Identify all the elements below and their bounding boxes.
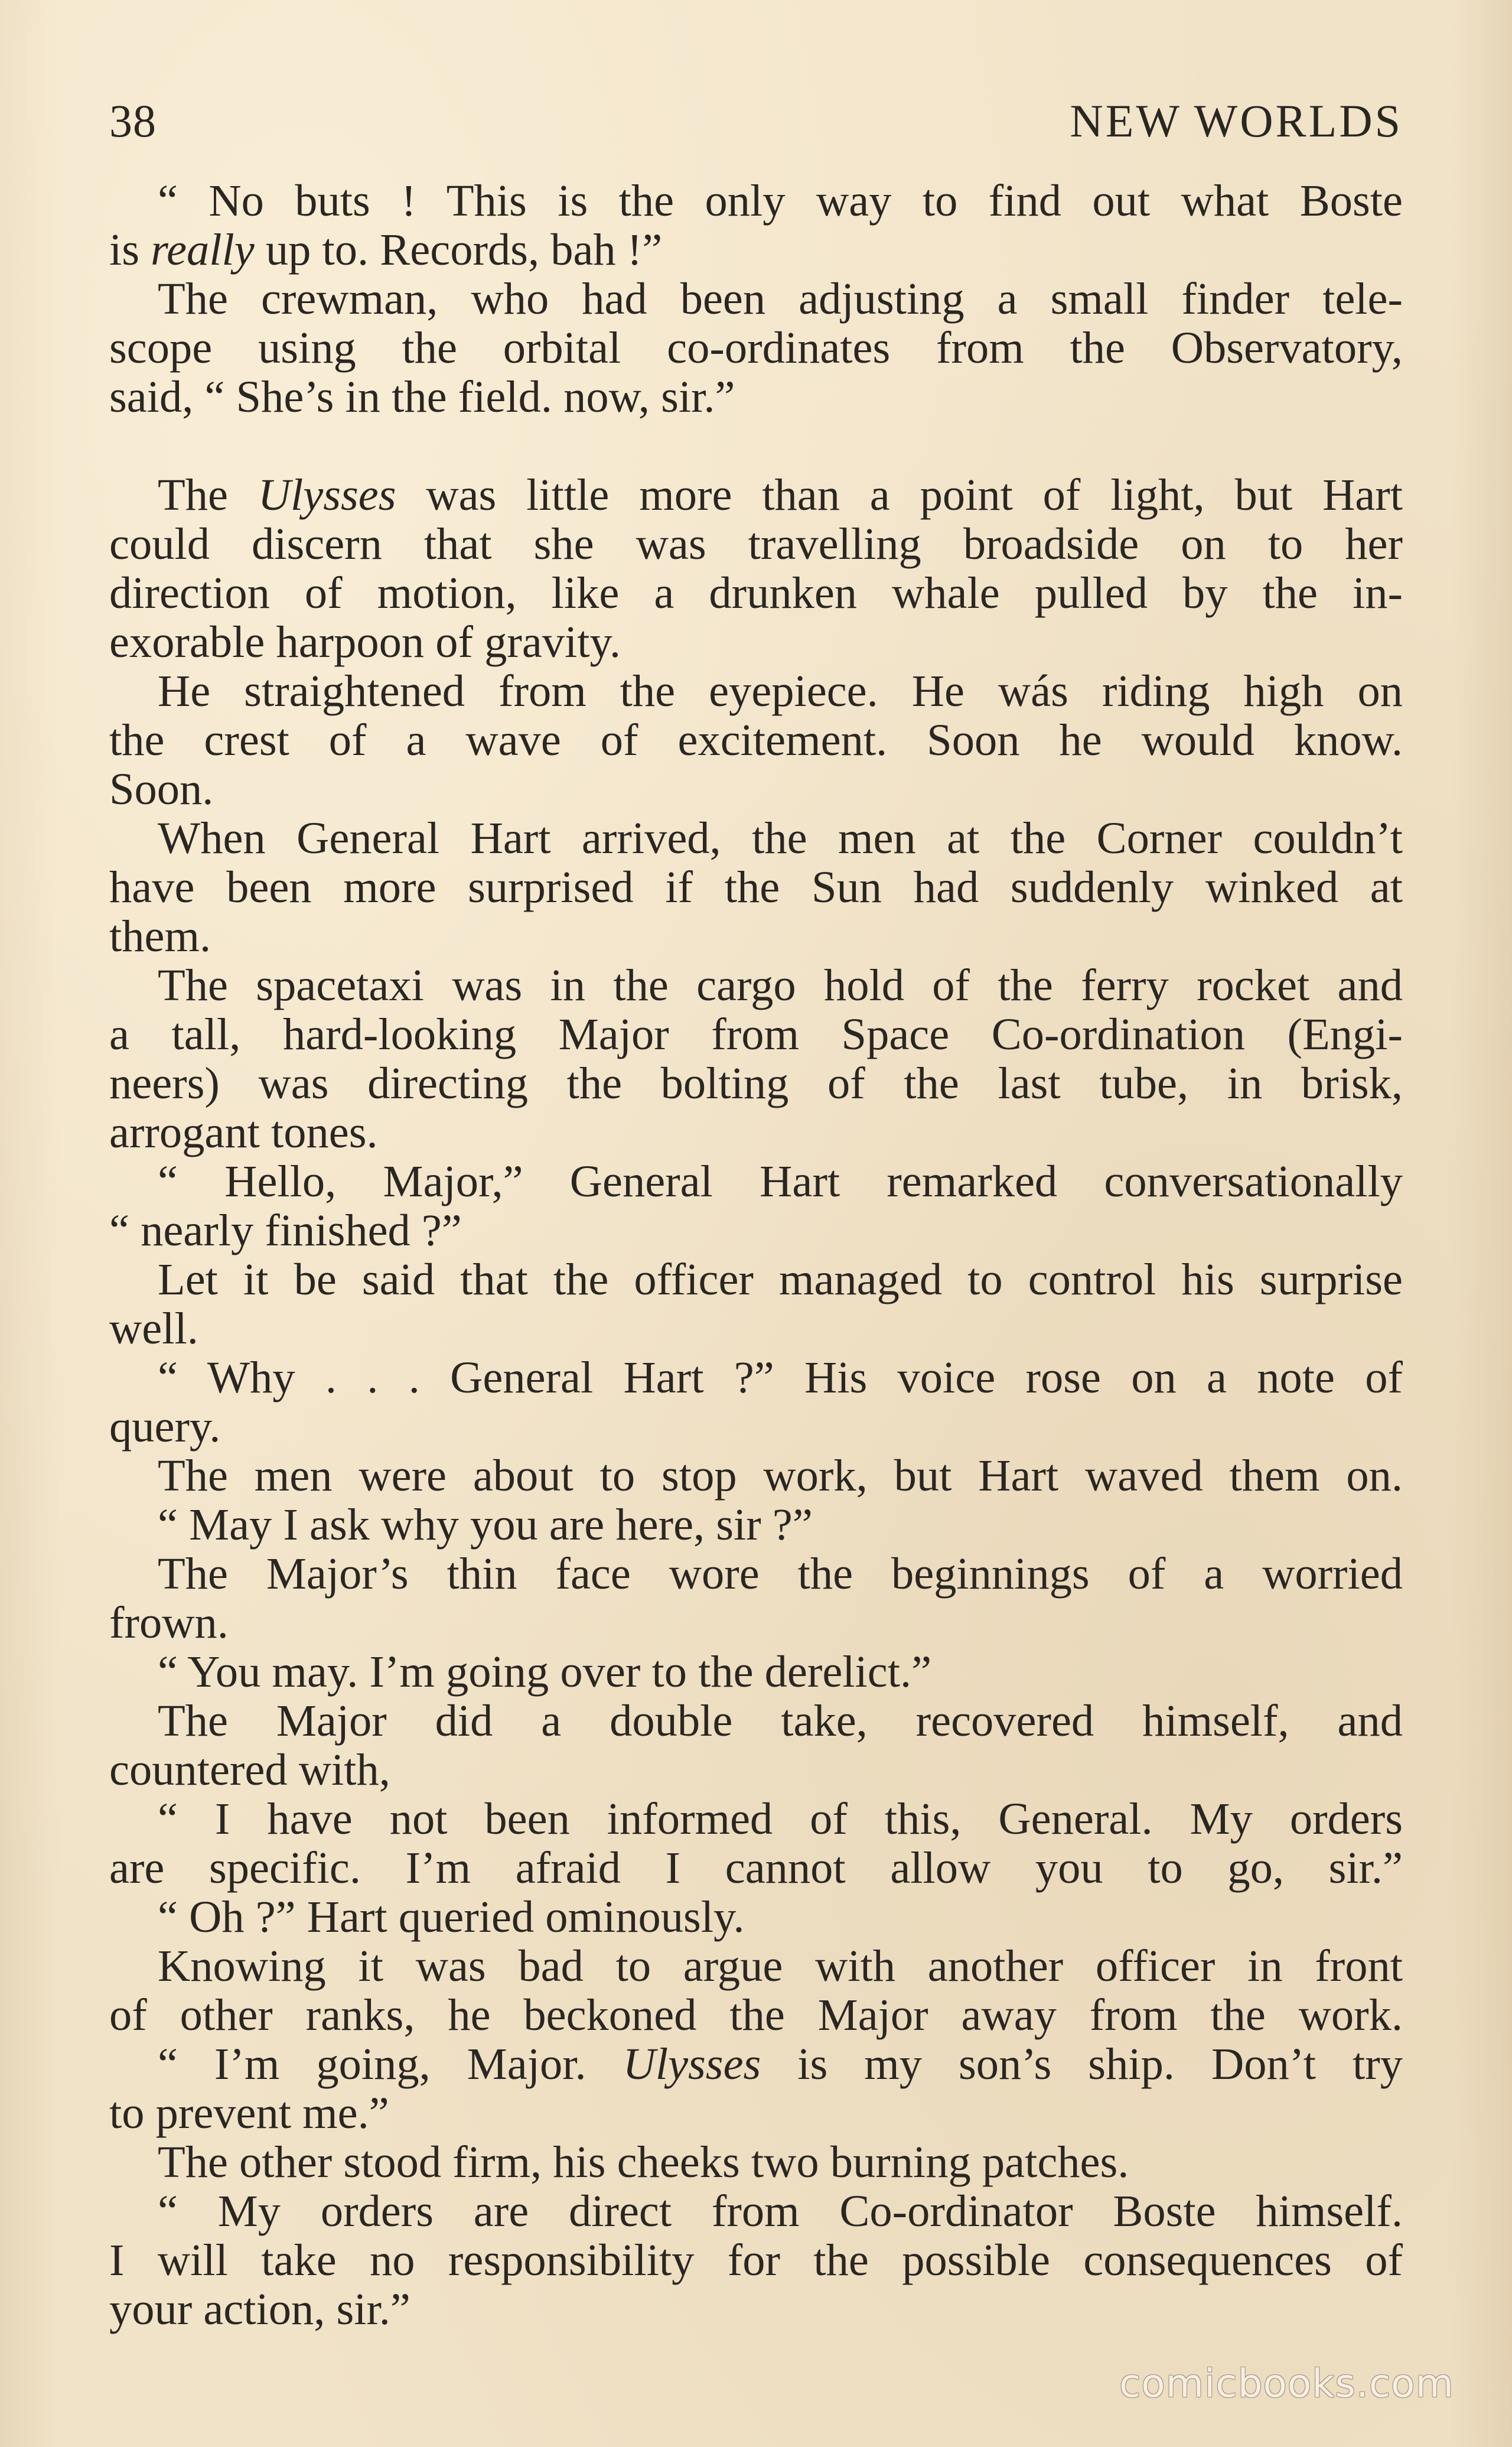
text-segment: Soon.: [109, 764, 214, 814]
text-segment: of other ranks, he beckoned the Major away from the work.: [109, 1990, 1403, 2040]
text-line: [109, 2285, 1403, 2334]
text-line: [109, 1647, 1403, 1696]
italic-text: Ulysses: [623, 2039, 761, 2089]
text-segment: arrogant tones.: [109, 1107, 378, 1157]
text-line: [109, 666, 1403, 715]
text-segment: direction of motion, like a drunken whale pulled by the in-: [109, 568, 1403, 618]
text-line: [109, 1941, 1403, 1990]
text-segment: “ You may. I’m going over to the derelict.”: [158, 1646, 932, 1697]
text-line: [109, 1157, 1403, 1206]
text-segment: your action, sir.”: [109, 2284, 410, 2334]
text-line: [109, 1402, 1403, 1451]
text-segment: The crewman, who had been adjusting a small finder tele-: [158, 274, 1403, 324]
text-segment: The Major’s thin face wore the beginnings of a worried: [158, 1548, 1403, 1599]
text-line: [109, 1451, 1403, 1500]
text-line: [109, 1549, 1403, 1598]
text-segment: “ Hello, Major,” General Hart remarked conversationally: [158, 1156, 1403, 1206]
watermark: comicbooks.com: [1119, 2361, 1454, 2406]
text-line: [109, 519, 1403, 568]
italic-text: really: [151, 224, 255, 275]
text-line: [109, 1794, 1403, 1843]
text-segment: countered with,: [109, 1745, 390, 1795]
text-line: [109, 961, 1403, 1010]
magazine-title: NEW WORLDS: [1070, 95, 1403, 147]
text-segment: He straightened from the eyepiece. He wás riding high on: [158, 666, 1403, 716]
text-line: [109, 568, 1403, 617]
text-line: [109, 1745, 1403, 1794]
text-segment: the crest of a wave of excitement. Soon he would know.: [109, 715, 1403, 765]
text-segment: neers) was directing the bolting of the last tube, in brisk,: [109, 1058, 1403, 1108]
text-segment: I will take no responsibility for the possible consequences of: [109, 2235, 1403, 2285]
text-line: [109, 1206, 1403, 1255]
text-line: [109, 1598, 1403, 1647]
story-text: [109, 176, 1403, 2334]
text-line: [109, 1010, 1403, 1059]
text-segment: said, “ She’s in the field. now, sir.”: [109, 372, 735, 422]
text-line: [109, 814, 1403, 863]
text-segment: “ May I ask why you are here, sir ?”: [158, 1499, 813, 1550]
text-line: [109, 1108, 1403, 1157]
italic-text: Ulysses: [258, 470, 396, 520]
text-line: [109, 863, 1403, 912]
text-segment: well.: [109, 1303, 198, 1353]
text-line: [109, 2039, 1403, 2088]
text-segment: scope using the orbital co-ordinates from the Observatory,: [109, 323, 1403, 373]
text-segment: is my son’s ship. Don’t try: [761, 2039, 1403, 2089]
text-line: [109, 1059, 1403, 1108]
text-line: [109, 912, 1403, 961]
text-line: [109, 1990, 1403, 2039]
running-head: [109, 89, 1403, 154]
text-segment: “ Oh ?” Hart queried ominously.: [158, 1892, 745, 1942]
page-number: 38: [109, 95, 157, 147]
text-segment: is: [109, 224, 151, 275]
text-line: [109, 2088, 1403, 2137]
text-line: [109, 1304, 1403, 1353]
text-line: [109, 176, 1403, 225]
text-segment: are specific. I’m afraid I cannot allow you to go, sir.”: [109, 1843, 1403, 1893]
text-line: [109, 225, 1403, 274]
text-segment: The other stood firm, his cheeks two burning patches.: [158, 2137, 1129, 2187]
text-segment: to prevent me.”: [109, 2088, 389, 2138]
text-line: [109, 2236, 1403, 2285]
text-segment: query.: [109, 1401, 221, 1452]
text-line: [109, 1353, 1403, 1402]
text-segment: up to. Records, bah !”: [254, 224, 663, 275]
text-line: [109, 715, 1403, 764]
text-line: [109, 2186, 1403, 2236]
text-segment: “ My orders are direct from Co-ordinator Boste himself.: [158, 2186, 1403, 2236]
text-segment: was little more than a point of light, but Hart: [396, 470, 1403, 520]
text-line: [109, 2137, 1403, 2186]
text-segment: have been more surprised if the Sun had suddenly winked at: [109, 862, 1403, 912]
text-segment: Knowing it was bad to argue with another officer in front: [158, 1941, 1403, 1991]
text-segment: “ Why . . . General Hart ?” His voice rose on a note of: [158, 1352, 1403, 1403]
text-segment: frown.: [109, 1597, 229, 1648]
text-line: [109, 1843, 1403, 1892]
text-segment: them.: [109, 911, 211, 961]
text-segment: “ I have not been informed of this, General. My orders: [158, 1794, 1403, 1844]
text-line: [109, 323, 1403, 372]
text-segment: exorable harpoon of gravity.: [109, 617, 621, 667]
text-line: [109, 764, 1403, 814]
text-line: [109, 1696, 1403, 1745]
text-line: [109, 1892, 1403, 1941]
text-segment: could discern that she was travelling broadside on to her: [109, 519, 1403, 569]
text-segment: “ I’m going, Major.: [158, 2039, 623, 2089]
text-segment: a tall, hard-looking Major from Space Co-ordination (Engi-: [109, 1009, 1403, 1059]
text-segment: The: [158, 470, 258, 520]
text-segment: The men were about to stop work, but Hart waved them on.: [158, 1450, 1403, 1501]
text-segment: “ nearly finished ?”: [109, 1205, 462, 1255]
text-line: [109, 1500, 1403, 1549]
text-line: [109, 274, 1403, 323]
text-segment: Let it be said that the officer managed to control his surprise: [158, 1254, 1403, 1304]
text-segment: “ No buts ! This is the only way to find out what Boste: [158, 175, 1403, 226]
text-line: [109, 372, 1403, 421]
text-line: [109, 470, 1403, 519]
text-segment: The Major did a double take, recovered himself, and: [158, 1696, 1403, 1746]
book-page: [109, 89, 1403, 2393]
text-line: [109, 1255, 1403, 1304]
text-segment: When General Hart arrived, the men at the Corner couldn’t: [158, 813, 1403, 863]
text-segment: The spacetaxi was in the cargo hold of the ferry rocket and: [158, 960, 1403, 1010]
text-line: [109, 617, 1403, 666]
